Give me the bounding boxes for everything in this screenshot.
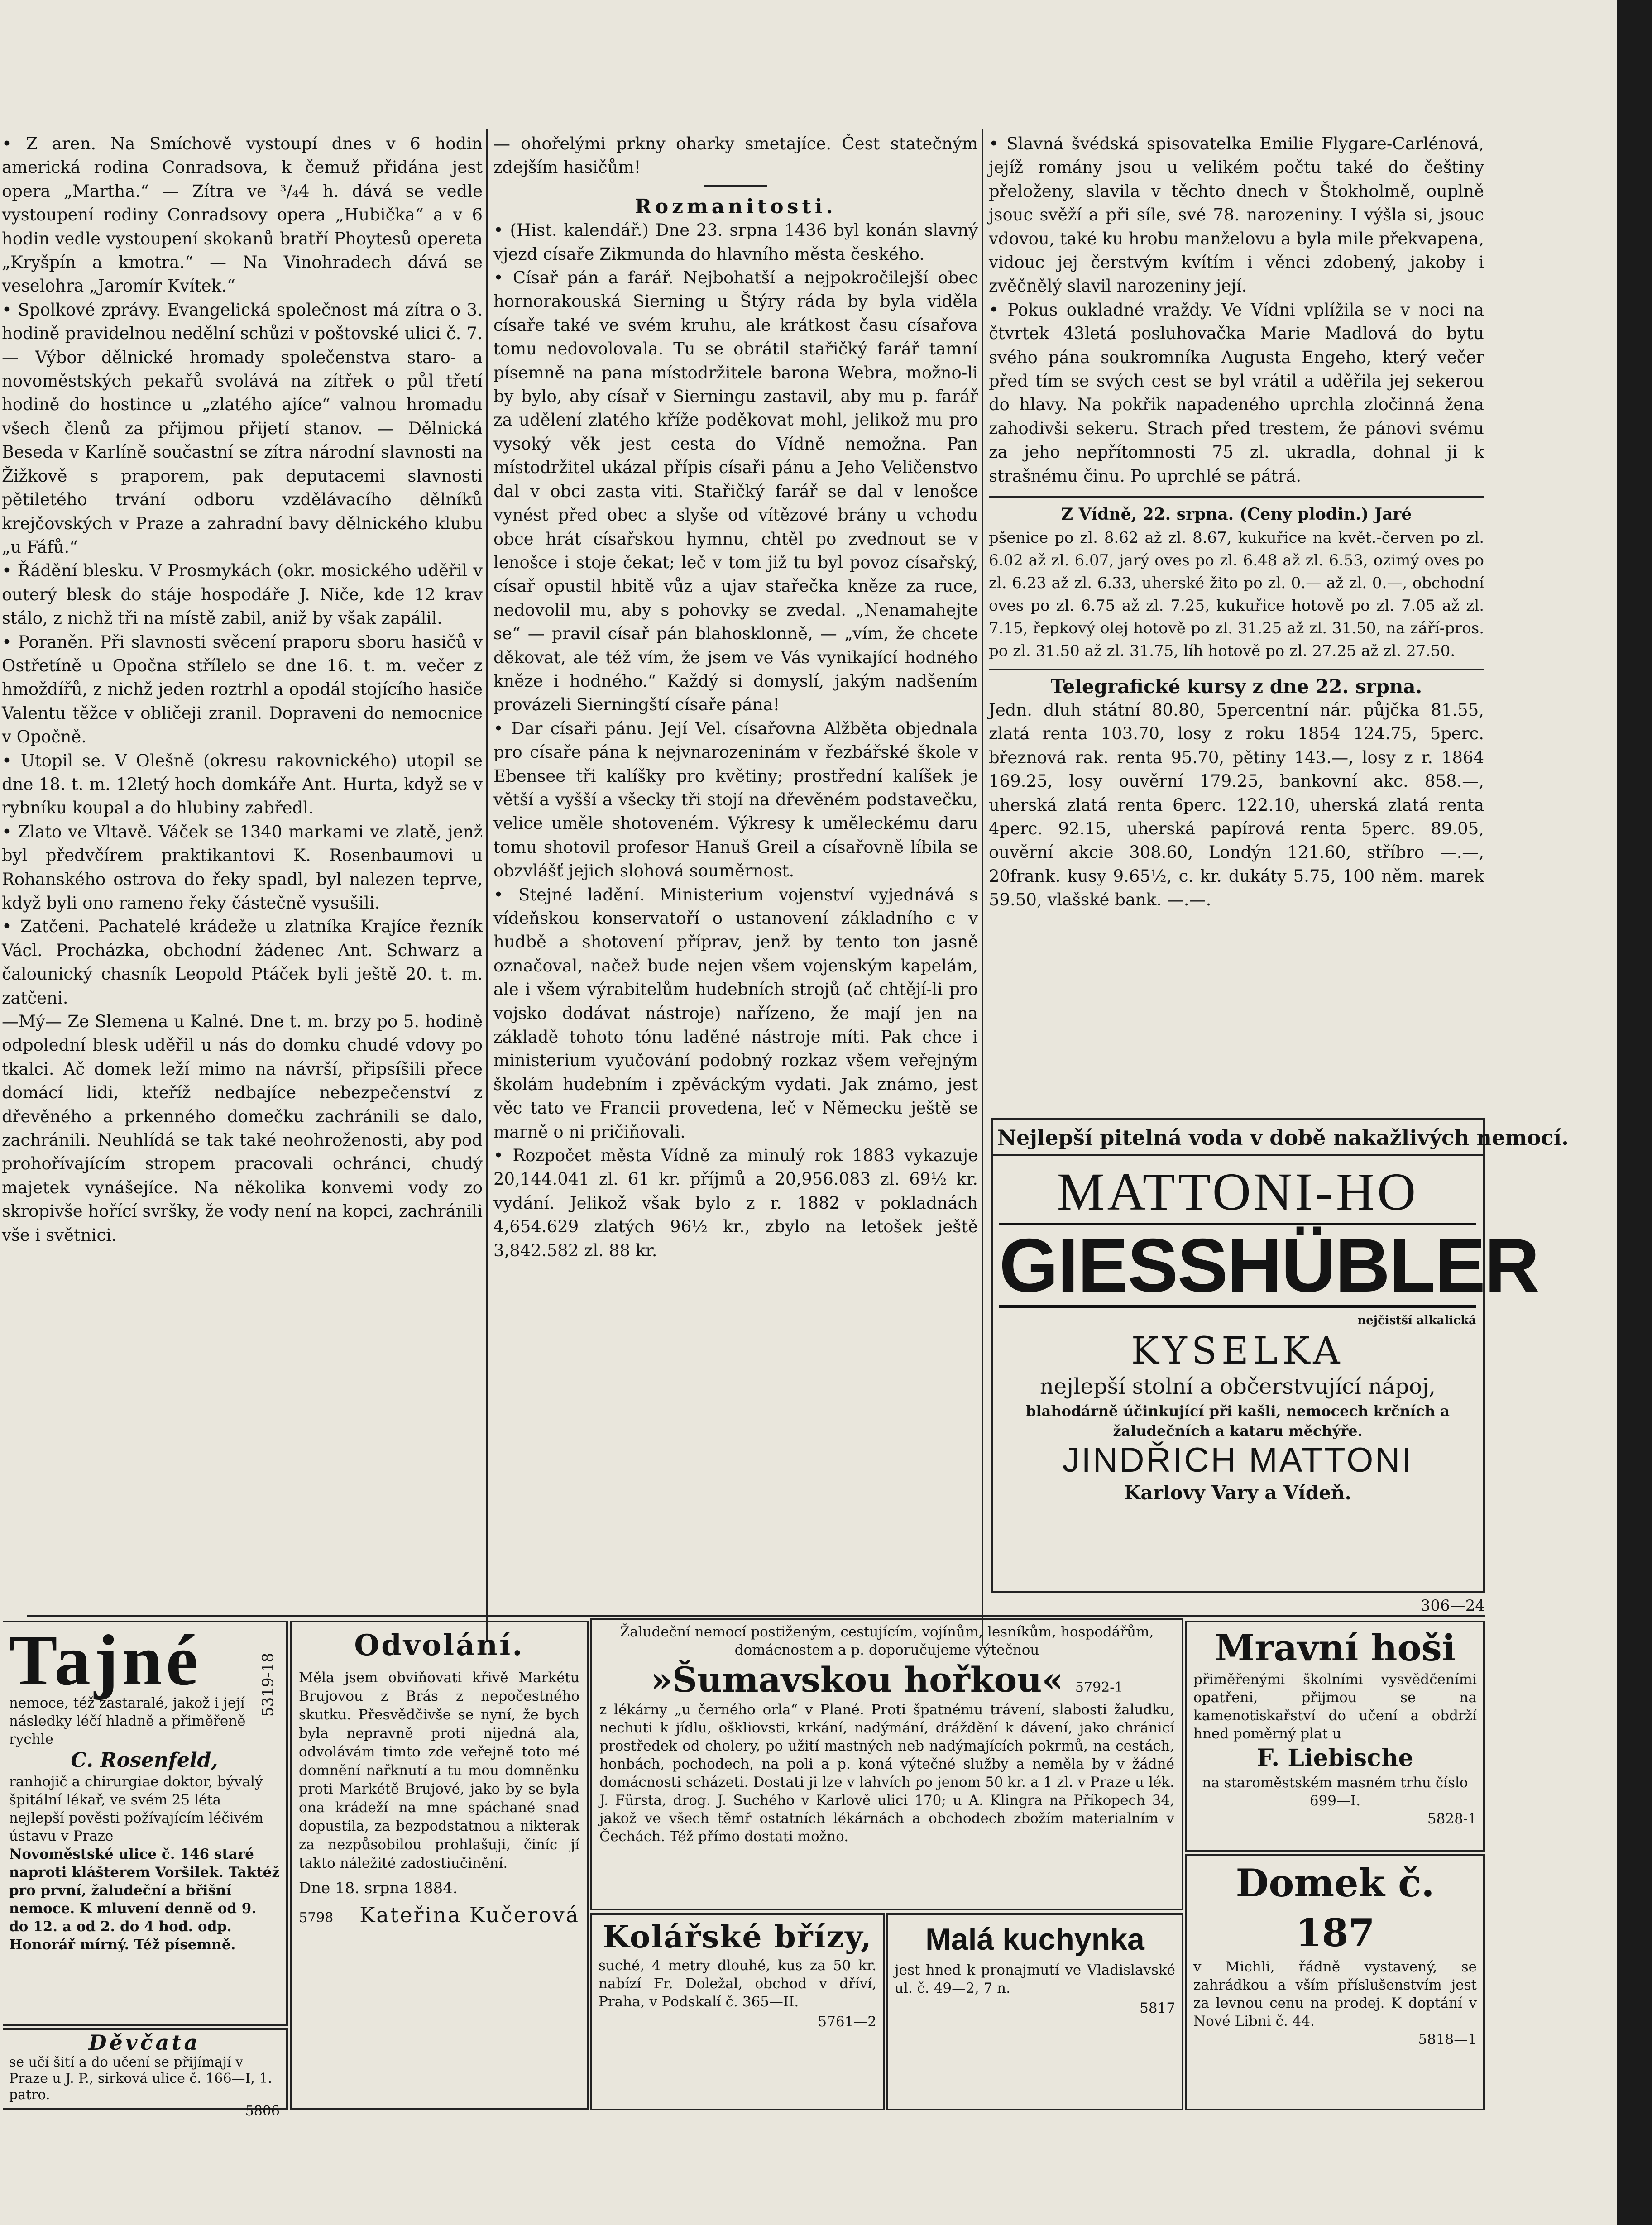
article-ze-slemena: —Mý— Ze Slemena u Kalné. Dne t. m. brzy po 5. hodině odpolední blesk uděřil u nás do domku chudé vdovy po tkalci. Ač domek leží mimo na návrší, připsíšili přece domácí lidi, kteříž nedbajíce nebezpečenství z dřevěného a prkenného domečku zachránili se dalo, zachránili. Neuhlídá se tak také neohroženosti, aby pod prohořívajícím stropem pracovali ochránci, chudý majetek vynášejíce. Na několika konvemi vody zo skropivše hořící svršky, že vody není na kopci, zachránili vše i světnici. (2, 1012, 483, 1245)
ad-odvolani-place: Dne 18. srpna 1884. (299, 1879, 458, 1897)
ad-hosi-text2: na staroměstském masném trhu číslo 699—I. (1202, 1775, 1468, 1809)
ad-sumava-code: 5792-1 (1075, 1680, 1123, 1695)
separator-line (704, 185, 767, 187)
ad-kuchynka-code: 5817 (1140, 2000, 1175, 2016)
article-hist-kalendar: • (Hist. kalendář.) Dne 23. srpna 1436 byl konán slavný vjezd císaře Zikmunda do hlavního města českého. (493, 220, 978, 264)
page-edge-shadow (1617, 0, 1652, 2225)
ad-mattoni-brand: MATTONI-HO (1057, 1162, 1419, 1221)
ad-mattoni-tag: nejčistší alkalická (1357, 1314, 1476, 1327)
ad-odvolani-code: 5798 (299, 1910, 334, 1926)
ad-tajne-title: Tajné (9, 1620, 202, 1700)
telegraph-rule (989, 669, 1484, 670)
article-pokus-vrazdy: • Pokus oukladné vraždy. Ve Vídni vplížila se v noci na čtvrtek 43letá posluhovačka Marie Madlová do bytu svého pána soukromníka Augusta Engeho, který večer před tím se svých cest se byl vrátil a uděřila jej sekerou do hlavy. Na pokřik napadeného uprchla zločinná žena zahodivši sekeru. Strach před trestem, že pánovi svému za jeho nepřítomnosti 75 zl. ukradla, dohnal ji k strašnému činu. Po uprchlé se pátrá. (989, 300, 1484, 486)
article-rozpocet-vidne: • Rozpočet města Vídně za minulý rok 1883 vykazuje 20,144.041 zl. 61 kr. příjmů a 20,956.083 zl. 69½ kr. vydání. Jelikož však bylo z r. 1882 v pokladnách 4,654.629 zlatých 96½ kr., zbylo na letošek ještě 3,842.582 zl. 88 kr. (493, 1146, 978, 1260)
article-zatceni: • Zatčeni. Pachatelé krádeže u zlatníka Krajíce řezník Václ. Procházka, obchodní žádenec Ant. Schwarz a čalounický chasník Leopold Ptáček byli ještě 20. t. m. zatčeni. (2, 917, 483, 1008)
ad-mattoni-usage: blahodárně účinkující při kašli, nemocech krčních a žaludečních a kataru měchýře. (1026, 1402, 1450, 1440)
telegraph-title: Telegrafické kursy z dne 22. srpna. (1050, 675, 1422, 698)
ad-odvolani-text: Měla jsem obviňovati křivě Markétu Brujovou z Brás z nepočestného skutku. Přesvědčivše se nyní, že bych byla nepravně proti nijedná ala, odvolávám timto zde veřejně toto mé domnění nařknutí a tu mou domněnku proti Markétě Brujové, jako by se byla ona krádeží na mne spáchané snad dopustila, za bezpodstatnou a nikterak za nezpůsobilou prohlašuji, činíc jí takto náležité zadostiučinění. (299, 1670, 579, 1871)
ad-sumava-title: »Šumavskou hořkou« (651, 1660, 1063, 1700)
ad-mattoni-code: 306—24 (1420, 1597, 1485, 1615)
ad-sumava-intro: Žaludeční nemocí postiženým, cestujícím, vojínům, lesníkům, hospodářům, domácnostem a p. doporučujeme výtečnou (620, 1624, 1154, 1658)
ad-sumava-text: z lékárny „u černého orla“ v Plané. Proti špatnému trávení, slabosti žaludku, nechuti k jídlu, oškliovsti, krkání, nadýmání, dráždění k dávení, jako chránicí prostředek od cholery, po užití mastných neb nadýmajících pokrmů, na cestách, honbách, pochodech, na poli a p. koná výtečné služby a neměla by v žádné domácnosti scházeti. Dostati ji lze v lahvích po jenom 50 kr. a 1 zl. v Praze u lék. J. Fürsta, drog. J. Suchého v Karlově ulici 170; u A. Klingra na Příkopech 34, jakož ve všech těmř ostatních lékárnách a obchodech zbožím materialním v Čechách. Též přímo dostati možno. (599, 1702, 1174, 1845)
bottom-ads-rule (27, 1615, 1485, 1617)
section-heading-rozmanitosti: Rozmanitosti. (635, 195, 837, 218)
ad-domek-code: 5818—1 (1418, 2031, 1477, 2048)
article-zlato-ve-vltave: • Zlato ve Vltavě. Váček se 1340 markami ve zlatě, jenž byl předvčírem praktikantovi K. Rosenbaumovi u Rohanského ostrova do řeky spadl, byl nalezen teprve, když byli ono rameno řeky částečně vysušili. (2, 822, 483, 913)
article-poranen: • Poraněn. Při slavnosti svěcení praporu sboru hasičů v Ostřetíně u Opočna střílelo se dne 16. t. m. večer z hmoždířů, z nichž jeden roztrhl a opodál stojícího hasiče Valentu těžce v obličeji zranil. Dopraveni do nemocnice v Opočně. (2, 632, 483, 747)
column-1 (2, 132, 483, 1590)
article-hasici-continued: — ohořelými prkny oharky smetajíce. Čest statečným zdejším hasičům! (493, 134, 978, 177)
ad-mattoni-kind: KYSELKA (1131, 1330, 1345, 1373)
article-radeni-blesku: • Řádění blesku. V Prosmykách (okr. mosického uděřil v outerý blesk do stáje hospodáře J. Niče, kde 12 krav stálo, z nichž tři na místě zabil, aniž by však zapálil. (2, 561, 483, 628)
article-svedska-spisovatelka: • Slavná švédská spisovatelka Emilie Flygare-Carlénová, jejíž romány jsou u velikém počtu také do češtiny přeloženy, slavila v těchto dnech v Štokholmě, ouplně jsouc svěží a při síle, své 78. narozeniny. I výšla si, jsouc vdovou, také ku hrobu manželovu a byla mile překvapena, vidouc jej čerstvým kvítím i věnci zdobený, jakoby i zvěčnělý slavil narozeniny její. (989, 134, 1484, 296)
ad-tajne-nemoce (3, 1621, 288, 2026)
article-dar-cisari: • Dar císaři pánu. Její Vel. císařovna Alžběta objednala pro císaře pána k nejvnarozeninám v řezbářské škole v Ebensee tři kalíšky pro květiny; prostřední kalíšek je větší a vyšší a všecky tři stojí na dřevěném podstavečku, velice uměle shotoveném. Výkresy k uměleckému daru tomu shotovil profesor Hanuš Greil a císařovně líbila se obzvlášť jejich slohová souměrnost. (493, 718, 978, 881)
market-rule (989, 496, 1484, 498)
ad-mattoni (991, 1118, 1569, 1593)
market-report-text: pšenice po zl. 8.62 až zl. 8.67, kukuřice na květ.-červen po zl. 6.02 až zl. 6.07, jarý oves po zl. 6.48 až zl. 6.53, ozimý oves po zl. 6.23 až zl. 6.33, uherské žito po zl. 0.— až zl. 0.—, obchodní oves po zl. 6.75 až zl. 7.25, kukuřice hotově po zl. 7.05 až zl. 7.15, řepkový olej hotově po zl. 31.25 až zl. 31.50, na září-pros. po zl. 31.50 až zl. 31.75, líh hotově po zl. 27.25 až zl. 27.50. (989, 528, 1484, 660)
market-report-title: Z Vídně, 22. srpna. (Ceny plodin.) Jaré (1061, 505, 1412, 524)
ad-kuchynka-title: Malá kuchynka (925, 1922, 1144, 1957)
ad-devcata (3, 2028, 288, 2119)
ad-brizy-title: Kolářské břízy, (603, 1919, 872, 1955)
ad-tajne-side-code: 5319-18 (259, 1652, 277, 1717)
ad-hosi-title: Mravní hoši (1214, 1627, 1456, 1669)
ad-hosi-code: 5828-1 (1427, 1811, 1477, 1827)
ad-tajne-street: Novoměstské ulice č. 146 staré naproti klášterem Voršilek. Taktéž pro první, žaludeční a břišní nemoce. K mluvení denně od 9. do 12. a od 2. do 4 hod. odp. Honorář mírný. Též písemně. (9, 1846, 280, 1953)
ad-odvolani-title: Odvolání. (354, 1628, 524, 1662)
ad-mattoni-desc: nejlepší stolní a občerstvující nápoj, (1039, 1374, 1436, 1399)
ad-tajne-text2: ranhojič a chirurgiae doktor, bývalý špitální lékař, ve svém 25 léta nejlepší pověsti požívajícím léčivém ústavu v Praze (9, 1774, 263, 1844)
ad-mravni-hosi (1185, 1621, 1485, 1852)
column-2 (493, 132, 978, 1635)
article-arena: • Z aren. Na Smíchově vystoupí dnes v 6 hodin americká rodina Conradsova, k čemuž přidána jest opera „Martha.“ — Zítra ve ³/₄4 h. dává se vedle vystoupení rodiny Conradsovy opera „Hubička“ a v 6 hodin vedle vystoupení skokanů bratří Phoytesů opereta „Kryšpín a kmotra.“ — Na Vinohradech dává se veselohra „Jaromír Kvítek.“ (2, 134, 483, 296)
ad-domek (1185, 1854, 1485, 2110)
ad-odvolani-footer (299, 1903, 579, 1927)
ad-odvolani-signature: Kateřina Kučerová (359, 1903, 579, 1927)
ad-odvolani (290, 1621, 589, 2110)
article-spolkove-zpravy: • Spolkové zprávy. Evangelická společnost má zítra o 3. hodině pravidelnou nedělní schůzi v poštovské ulici č. 7. — Výbor dělnické hromady společenstva staro- a novoměstských pekařů svolává na zítřek o půl třetí hodině do hostince u „zlatého ajíce“ valnou hromadu všech členů za přijmou přijetí stanov. — Dělnická Beseda v Karlíně součastní se zítra národní slavnosti na Žižkově s praporem, pak deputacemi slavnosti pětiletého trvání odboru vzdělávacího dělníků krejčovských v Praze a zahradní bavy dělnického klubu „u Fáfů.“ (2, 300, 483, 557)
ad-devcata-title: Děvčata (88, 2030, 201, 2055)
ad-sumava-title-row (599, 1659, 1174, 1701)
ad-hosi-name: F. Liebische (1257, 1744, 1413, 1772)
ad-kuchynka-text: jest hned k pronajmutí ve Vladislavské ul. č. 49—2, 7 n. (895, 1962, 1175, 1996)
ad-devcata-text: se učí šití a do učení se přijímají v Praze u J. P., sirková ulice č. 166—I, 1. patro. (9, 2054, 273, 2103)
ad-mattoni-place: Karlovy Vary a Vídeň. (1124, 1482, 1351, 1504)
column-rule-1 (486, 129, 488, 1641)
ad-hosi-text: přiměřenými školními vysvědčeními opatřeni, přijmou se na kamenotiskařství do učení a obdrží hned poměrný plat u (1193, 1671, 1477, 1742)
ad-mattoni-name: GIESSHÜBLER (999, 1223, 1539, 1308)
ad-sumavska-horka (590, 1618, 1183, 1910)
ad-kolarske-brizy (590, 1913, 885, 2110)
ad-brizy-code: 5761—2 (818, 2014, 876, 2030)
ad-domek-text: v Michli, řádně vystavený, se zahrádkou a vším příslušenstvím jest za levnou cenu na prodej. K doptání v Nové Libni č. 44. (1193, 1959, 1477, 2029)
telegraph-text: Jedn. dluh státní 80.80, 5percentní nár. půjčka 81.55, zlatá renta 103.70, losy z roku 1854 124.75, 5perc. březnová rak. renta 95.70, pětiny 143.—, losy z r. 1864 169.25, losy ouvěrní 179.25, bankovní akc. 858.—, uherská zlatá renta 6perc. 122.10, uherská zlatá renta 4perc. 92.15, uherská papírová renta 5perc. 89.05, ouvěrní akcie 308.60, Londýn 121.60, stříbro —.—, 20frank. kusy 9.65½, c. kr. dukáty 5.75, 100 něm. marek 59.50, vlašské bank. —.—. (989, 700, 1484, 910)
column-3 (989, 132, 1484, 974)
article-cisar-pan-a-farar: • Císař pán a farář. Nejbohatší a nejpokročilejší obec hornorakouská Sierning u Štýry ráda by byla viděla císaře také ve svém kruhu, ale krátkost času císařova tomu nedovolovala. Tu se obrátil stařičký farář tamní písemně na pana místodržitele barona Webra, možno-li by bylo, aby císař v Sierningu zastavil, aby mu p. farář za udělení zlatého kříže poděkovat mohl, jelikož mu pro vysoký věk jest cesta do Vídně nemožna. Pan místodržitel ukázal přípis císaři pánu a Jeho Veličenstvo dal v obci zasta viti. Stařičký farář se dal v lenošce vynést před obec a slyše od vítězové brány u vchodu obce hrát císařskou hymnu, chtěl po zvednout se v lenošce i stoje čekat; leč v tom již tu byl povoz císařský, císař opustil hbitě vůz a ujav stařečka kněze za ruce, nedovolil mu, aby s pohovky se zvedal. „Nenamahejte se“ — pravil císař pán blahosklonně, — „vím, že chcete děkovat, ale též vím, že jsem ve Vás vynikající hodného kněze i hodného.“ Každý si domyslí, jakým nadšením provázeli Sierningští císaře pána! (493, 268, 978, 715)
ad-domek-title: Domek č. 187 (1235, 1861, 1435, 1955)
ad-mala-kuchynka (886, 1913, 1183, 2110)
ad-tajne-doctor: C. Rosenfeld, (71, 1749, 218, 1772)
column-rule-2 (982, 129, 983, 1646)
ad-brizy-text: suché, 4 metry dlouhé, kus za 50 kr. nabízí Fr. Doležal, obchod v dříví, Praha, v Podskalí č. 365—II. (599, 1957, 876, 2010)
ad-mattoni-owner: JINDŘICH MATTONI (1062, 1441, 1413, 1479)
ad-mattoni-banner: Nejlepší pitelná voda v době nakažlivých nemocí. (993, 1124, 1483, 1156)
article-utopil-se: • Utopil se. V Olešně (okresu rakovnického) utopil se dne 18. t. m. 12letý hoch domkáře Ant. Hurta, když se v rybníku koupal a do hlubiny zabředl. (2, 751, 483, 818)
ad-devcata-code: 5806 (245, 2103, 280, 2119)
ad-tajne-text: nemoce, též zastaralé, jakož i její následky léčí hladně a přiměřeně rychle (9, 1695, 246, 1747)
article-stejne-ladeni: • Stejné ladění. Ministerium vojenství vyjednává s vídeňskou konservatoří o ustanovení základního c v hudbě a shotovení příprav, jenž by tento ton jasně označoval, načež bude nejen všem vojenským kapelám, ale i všem výrabitelům hudebních strojů (ač chtějí-li pro vojsko dodávat nástroje) nařízeno, že mají jen na základě tohoto tónu laděné nástroje míti. Pak chce i ministerium vyučování podobný rozkaz všem veřejným školám hudebním i zpěváckým vydati. Jak známo, jest věc tato ve Francii provedena, leč v Německu ještě se marně o ni pričiňovali. (493, 885, 978, 1142)
